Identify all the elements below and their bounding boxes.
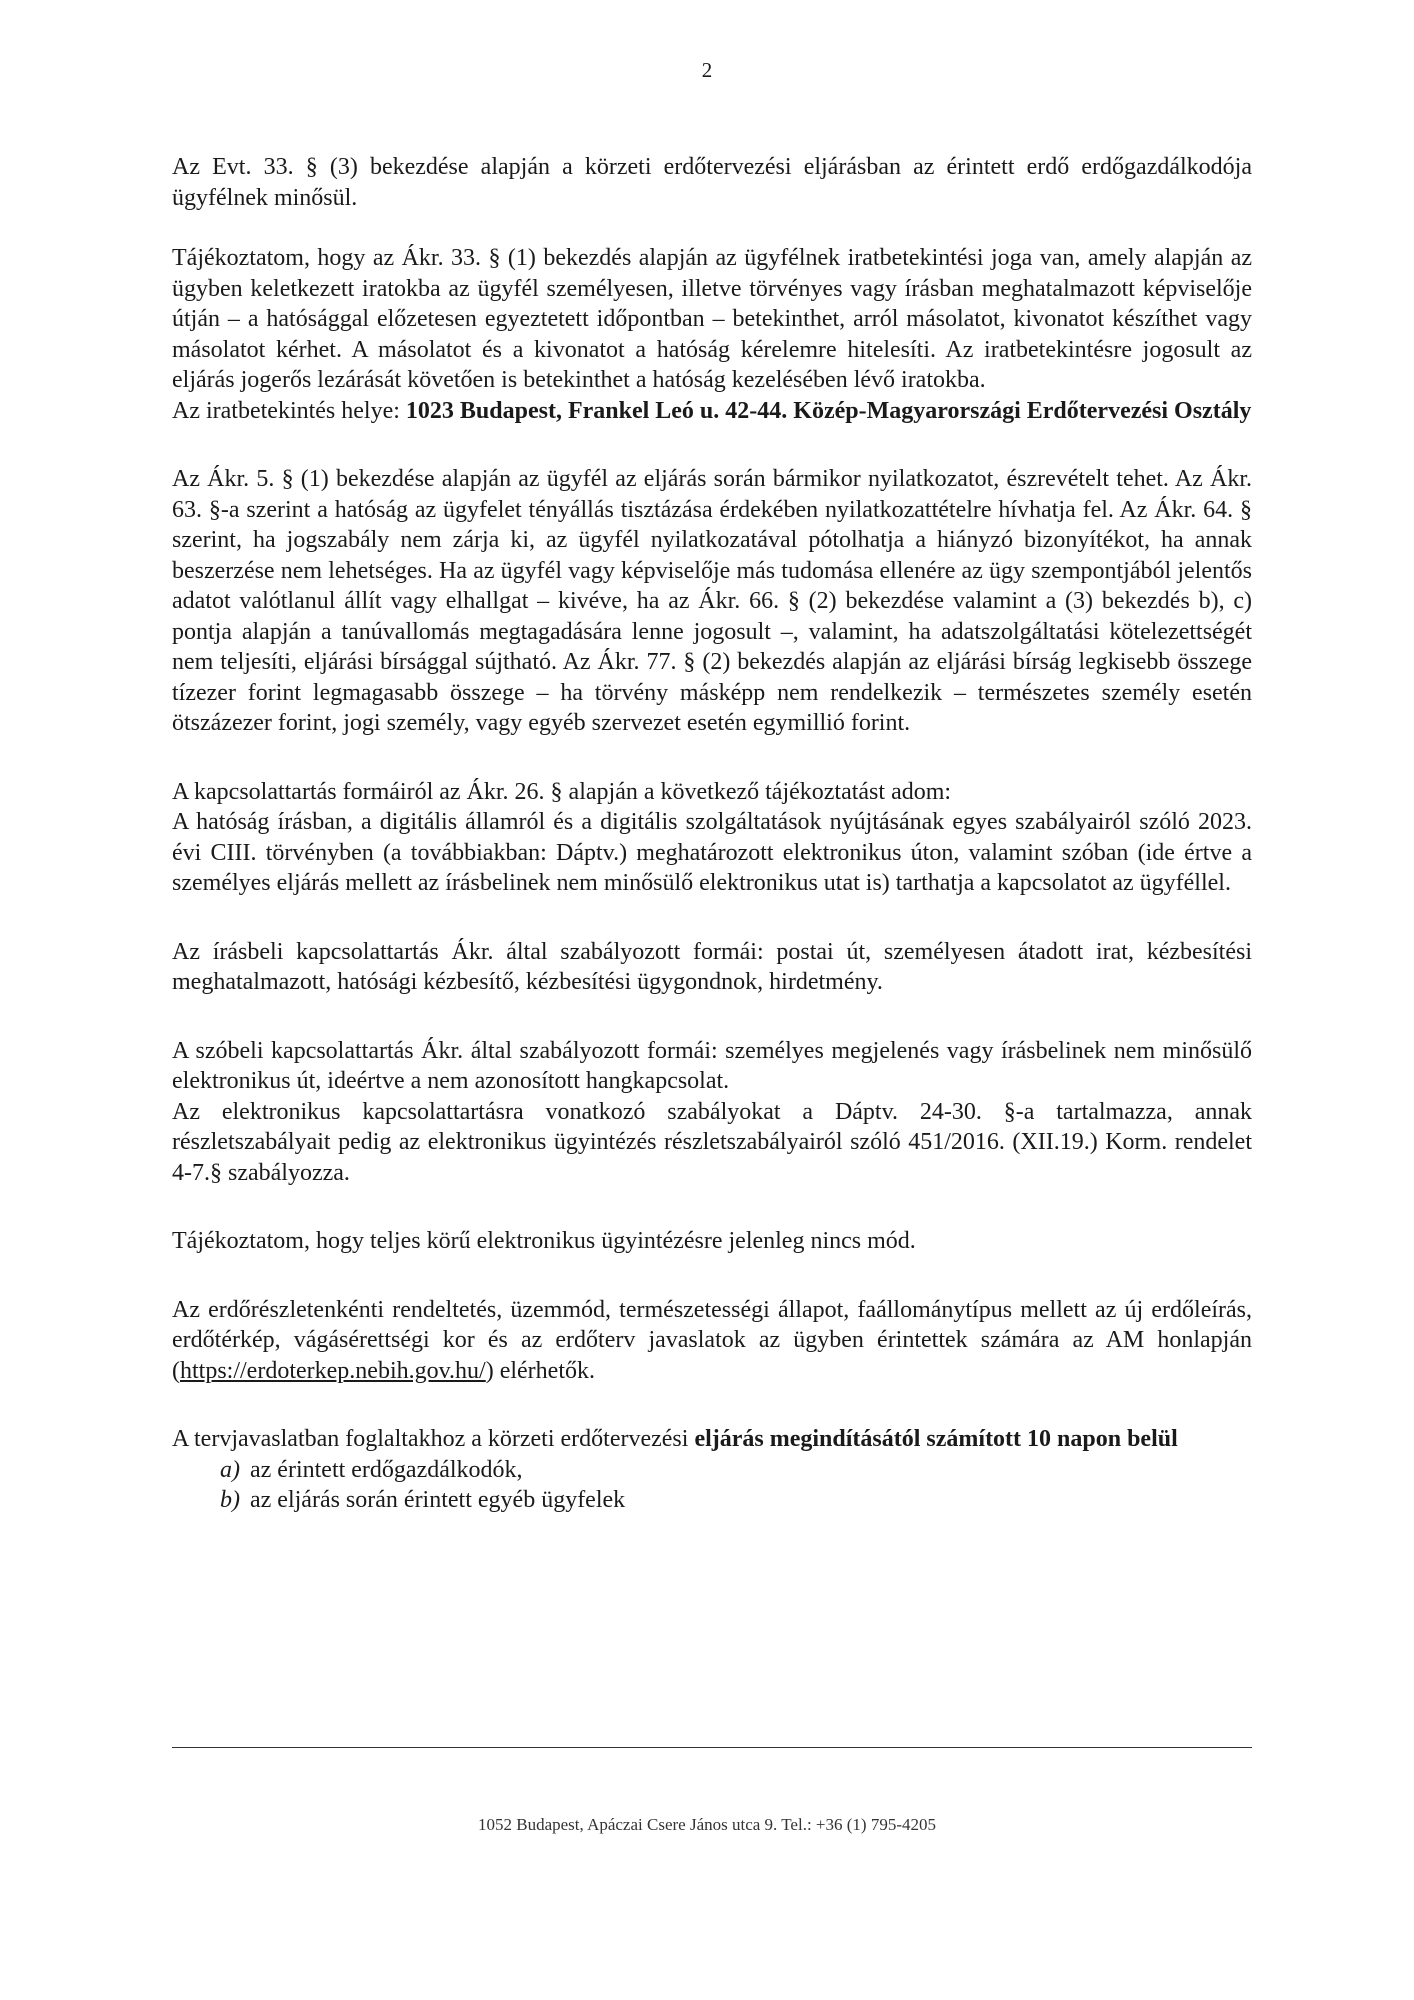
list-item-text: az érintett erdőgazdálkodók, — [250, 1456, 523, 1483]
paragraph-irasbeli: Az írásbeli kapcsolattartás Ákr. által szabályozott formái: postai út, személyesen átadott irat, kézbesítési meghatalmazott, hatósági kézbesítő, kézbesítési ügygondnok, hirdetmény. — [172, 938, 1252, 995]
paragraph-szobeli: A szóbeli kapcsolattartás Ákr. által szabályozott formái: személyes megjelenés vagy írásbelinek nem minősülő elektronikus út, ideértve a nem azonosított hangkapcsolat. — [172, 1037, 1252, 1094]
paragraph-kapcsolattartas-intro: A kapcsolattartás formáiról az Ákr. 26. § alapján a következő tájékoztatást adom: — [172, 778, 952, 805]
list-marker: b) — [220, 1487, 240, 1513]
document-body — [172, 152, 1252, 1516]
footer-address: 1052 Budapest, Apáczai Csere János utca 9. Tel.: +36 (1) 795-4205 — [477, 1815, 936, 1834]
page-number: 2 — [701, 58, 713, 82]
address-bold: 1023 Budapest, Frankel Leó u. 42-44. Közép-Magyarországi Erdőtervezési Osztály — [405, 397, 1252, 424]
erdoreszlet-tail: ) elérhetők. — [485, 1357, 595, 1384]
list-item-text: az eljárás során érintett egyéb ügyfelek — [250, 1487, 626, 1513]
paragraph-tervjavaslat — [172, 1424, 1252, 1455]
list-marker: a) — [220, 1456, 240, 1483]
paragraph-kapcsolattartas: A hatóság írásban, a digitális államról és a digitális szolgáltatások nyújtásának egyes szabályairól szóló 2023. évi CIII. törvényben (a továbbiakban: Dáptv.) meghatározott elektronikus úton, valamint szóban (ide értve a személyes eljárás mellett az írásbelinek nem minősülő elektronikus utat is) tarthatja a kapcsolatot az ügyféllel. — [172, 809, 1252, 896]
paragraph-ugyintezes: Tájékoztatom, hogy teljes körű elektronikus ügyintézésre jelenleg nincs mód. — [172, 1228, 916, 1254]
tervjavaslat-bold: eljárás megindításától számított 10 napon belül — [694, 1426, 1178, 1452]
paragraph-evt: Az Evt. 33. § (3) bekezdése alapján a körzeti erdőtervezési eljárásban az érintett erdő erdőgazdálkodója ügyfélnek minősül. — [172, 154, 1252, 211]
paragraph-iratbetekintes-helye — [172, 396, 1252, 427]
list-item — [172, 1455, 1252, 1486]
paragraph-erdoreszlet — [172, 1295, 1252, 1387]
footer-divider — [172, 1747, 1252, 1748]
erdoreszlet-text: Az erdőrészletenkénti rendeltetés, üzemmód, természetességi állapot, faállománytípus mellett az új erdőleírás, erdőtérkép, vágásérettségi kor és az erdőterv javaslatok az ügyben érintettek számára az AM honlapján ( — [172, 1296, 1252, 1384]
paragraph-elektronikus: Az elektronikus kapcsolattartásra vonatkozó szabályokat a Dáptv. 24-30. §-a tartalmazza, annak részletszabályait pedig az elektronikus ügyintézés részletszabályairól szóló 451/2016. (XII.19.) Korm. rendelet 4-7.§ szabályozza. — [172, 1098, 1252, 1186]
list-item — [172, 1485, 1252, 1516]
erdoterkep-link[interactable]: https://erdoterkep.nebih.gov.hu/ — [180, 1357, 486, 1384]
tervjavaslat-text: A tervjavaslatban foglaltakhoz a körzeti erdőtervezési — [172, 1426, 695, 1452]
label-iratbetekintes-helye: Az iratbetekintés helye: — [172, 397, 406, 424]
paragraph-nyilatkozat: Az Ákr. 5. § (1) bekezdése alapján az ügyfél az eljárás során bármikor nyilatkozatot, észrevételt tehet. Az Ákr. 63. §-a szerint a hatóság az ügyfelet tényállás tisztázása érdekében nyilatkozattételre hívhatja fel. Az Ákr. 64. § szerint, ha jogszabály nem zárja ki, az ügyfél nyilatkozatával pótolhatja a hiányzó bizonyítékot, ha annak beszerzése nem lehetséges. Ha az ügyfél vagy képviselője más tudomása ellenére az ügy szempontjából jelentős adatot valótlanul állít vagy elhallgat – kivéve, ha az Ákr. 66. § (2) bekezdése valamint a (3) bekezdés b), c) pontja alapján a tanúvallomás megtagadására lenne jogosult –, valamint, ha adatszolgáltatási kötelezettségét nem teljesíti, eljárási bírsággal sújtható. Az Ákr. 77. § (2) bekezdés alapján az eljárási bírság legkisebb összege tízezer forint legmagasabb összege – ha törvény másképp nem rendelkezik – természetes személy esetén ötszázezer forint, jogi személy, vagy egyéb szervezet esetén egymillió forint. — [172, 466, 1252, 736]
paragraph-iratbetekintes: Tájékoztatom, hogy az Ákr. 33. § (1) bekezdés alapján az ügyfélnek iratbetekintési joga van, amely alapján az ügyben keletkezett iratokba az ügyfél személyesen, illetve törvényes vagy írásban meghatalmazott képviselője útján – a hatósággal előzetesen egyeztetett időpontban – betekinthet, arról másolatot, kivonatot készíthet vagy másolatot kérhet. A másolatot és a kivonatot a hatóság kérelemre hitelesíti. Az iratbetekintésre jogosult az eljárás jogerős lezárását követően is betekinthet a hatóság kezelésében lévő iratokba. — [172, 245, 1252, 393]
